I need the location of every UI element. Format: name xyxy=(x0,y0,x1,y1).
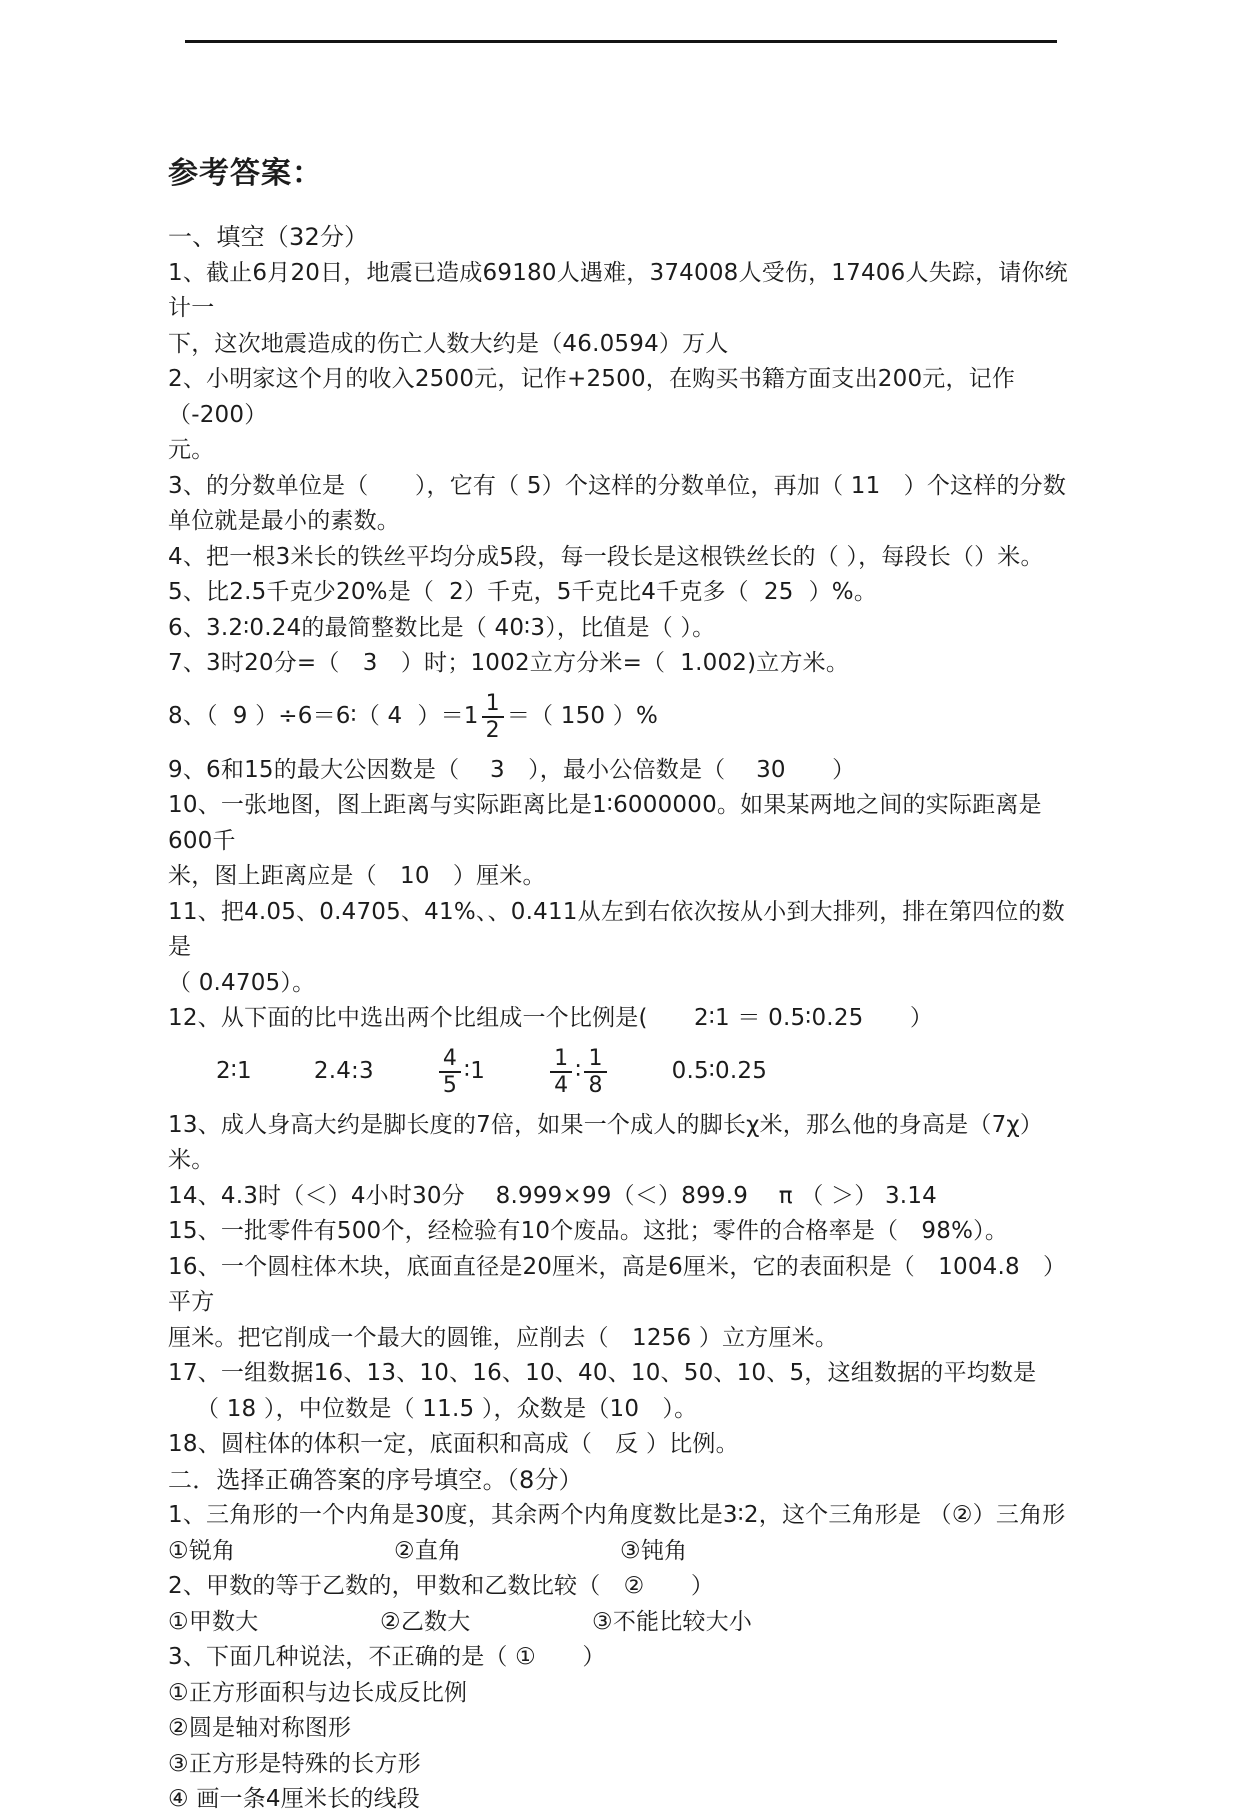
section2-question-3-option-3: ③正方形是特殊的长方形 xyxy=(168,1750,421,1777)
section2-question-3-option-2: ②圆是轴对称图形 xyxy=(168,1715,352,1741)
ratio-colon: ∶ xyxy=(575,1058,582,1085)
answer-key-title: 参考答案： xyxy=(168,156,323,191)
question-6: 6、3.2∶0.24的最简整数比是（ 40∶3），比值是（ ）。 xyxy=(168,614,716,641)
option-1-acute: ①锐角 xyxy=(168,1537,236,1564)
document-content xyxy=(168,152,1083,1818)
question-5: 5、比2.5千克少20%是（ 2）千克，5千克比4千克多（ 25 ）%。 xyxy=(168,579,878,605)
fraction-denominator: 4 xyxy=(554,1073,569,1098)
question-10-line-2: 米，图上距离应是（ 10 ）厘米。 xyxy=(168,863,546,889)
fraction-numerator: 1 xyxy=(550,1046,572,1073)
section2-question-1-options xyxy=(168,1534,1083,1570)
section2-question-1: 1、三角形的一个内角是30度，其余两个内角度数比是3∶2，这个三角形是 （②）三角形 xyxy=(168,1502,1066,1528)
question-12-line-1: 12、从下面的比中选出两个比组成一个比例是( 2∶1 ＝ 0.5∶0.25 ） xyxy=(168,1005,934,1031)
option-2-right: ②直角 xyxy=(394,1537,462,1564)
section2-question-3-option-1: ①正方形面积与边长成反比例 xyxy=(168,1679,468,1706)
option-2-yi-bigger: ②乙数大 xyxy=(380,1608,471,1635)
question-15: 15、一批零件有500个，经检验有10个废品。这批；零件的合格率是（ 98%）。 xyxy=(168,1218,1009,1244)
question-2-line-2: 元。 xyxy=(168,437,215,463)
question-8-text-pre: 8、（ 9 ）÷6＝6∶（ 4 ）＝1 xyxy=(168,703,479,730)
option-3-obtuse: ③钝角 xyxy=(620,1537,688,1564)
question-18: 18、圆柱体的体积一定，底面积和高成（ 反 ）比例。 xyxy=(168,1431,739,1457)
section2-question-2: 2、甲数的等于乙数的，甲数和乙数比较（ ② ） xyxy=(168,1573,715,1599)
question-11-line-2: （ 0.4705）。 xyxy=(168,969,316,996)
fraction-numerator: 1 xyxy=(482,691,504,718)
fraction-one-fourth xyxy=(550,1046,572,1099)
section2-title: 二．选择正确答案的序号填空。（8分） xyxy=(168,1465,583,1494)
section1-title: 一、填空（32分） xyxy=(168,223,369,251)
ratio-option-3-tail: ∶1 xyxy=(464,1058,486,1085)
ratio-option-5: 0.5∶0.25 xyxy=(671,1058,768,1085)
question-2-line-1: 2、小明家这个月的收入2500元，记作+2500，在购买书籍方面支出200元，记作（-200） xyxy=(168,366,1016,428)
section2-question-3-option-4: ④ 画一条4厘米长的线段 xyxy=(168,1786,420,1812)
question-8 xyxy=(168,682,1083,753)
fraction-denominator: 5 xyxy=(442,1073,458,1098)
question-3-line-2: 单位就是最小的素数。 xyxy=(168,508,400,534)
question-1-line-2: 下，这次地震造成的伤亡人数大约是（46.0594）万人 xyxy=(168,330,729,357)
question-17-line-2: （ 18 ），中位数是（ 11.5 ），众数是（10 ）。 xyxy=(196,1395,698,1422)
fraction-denominator: 8 xyxy=(588,1073,603,1098)
fraction-numerator: 1 xyxy=(584,1046,606,1073)
question-3-line-1: 3、的分数单位是（ ），它有（ 5）个这样的分数单位，再加（ 11 ）个这样的分数 xyxy=(168,472,1067,499)
question-4: 4、把一根3米长的铁丝平均分成5段，每一段长是这根铁丝长的（ ），每段长（）米。 xyxy=(168,543,1044,570)
ratio-option-3 xyxy=(436,1046,485,1099)
question-17-line-1: 17、一组数据16、13、10、16、10、40、10、50、10、5，这组数据的平均数是 xyxy=(168,1360,1037,1386)
question-13: 13、成人身高大约是脚长度的7倍，如果一个成人的脚长χ米，那么他的身高是（7χ）米。 xyxy=(168,1111,1044,1173)
fraction-numerator: 4 xyxy=(439,1046,461,1073)
question-11-line-1: 11、把4.05、0.4705、41%、、0.411从左到右依次按从小到大排列，排在第四位的数是 xyxy=(168,898,1065,960)
question-14: 14、4.3时（＜）4小时30分 8.999×99（＜）899.9 π （ ＞） 3.14 xyxy=(168,1182,937,1209)
section2-question-3: 3、下面几种说法，不正确的是（ ① ） xyxy=(168,1644,606,1670)
ratio-option-4 xyxy=(547,1046,610,1099)
question-9: 9、6和15的最大公因数是（ 3 ），最小公倍数是（ 30 ） xyxy=(168,756,856,783)
fraction-one-half xyxy=(482,691,504,744)
question-8-text-post: ＝（ 150 ）% xyxy=(506,703,659,730)
question-16-line-2: 厘米。把它削成一个最大的圆锥，应削去（ 1256 ）立方厘米。 xyxy=(168,1324,839,1351)
fraction-denominator: 2 xyxy=(485,718,500,743)
option-3-cannot-compare: ③不能比较大小 xyxy=(592,1608,753,1635)
question-10-line-1: 10、一张地图，图上距离与实际距离比是1∶6000000。如果某两地之间的实际距离是600千 xyxy=(168,792,1042,854)
ratio-option-2: 2.4:3 xyxy=(313,1058,374,1085)
header-rule xyxy=(185,40,1057,43)
question-7: 7、3时20分=（ 3 ）时；1002立方分米=（ 1.002)立方米。 xyxy=(168,650,850,676)
fraction-four-fifths xyxy=(439,1046,461,1099)
option-1-jia-bigger: ①甲数大 xyxy=(168,1608,259,1635)
section2-question-2-options xyxy=(168,1605,1083,1641)
fraction-one-eighth xyxy=(584,1046,606,1099)
question-12-ratio-options xyxy=(168,1037,1083,1108)
ratio-option-1: 2∶1 xyxy=(216,1058,252,1085)
question-16-line-1: 16、一个圆柱体木块，底面直径是20厘米，高是6厘米，它的表面积是（ 1004.8 ）平方 xyxy=(168,1253,1067,1315)
question-1-line-1: 1、截止6月20日，地震已造成69180人遇难，374008人受伤，17406人失踪，请你统计一 xyxy=(168,259,1068,321)
